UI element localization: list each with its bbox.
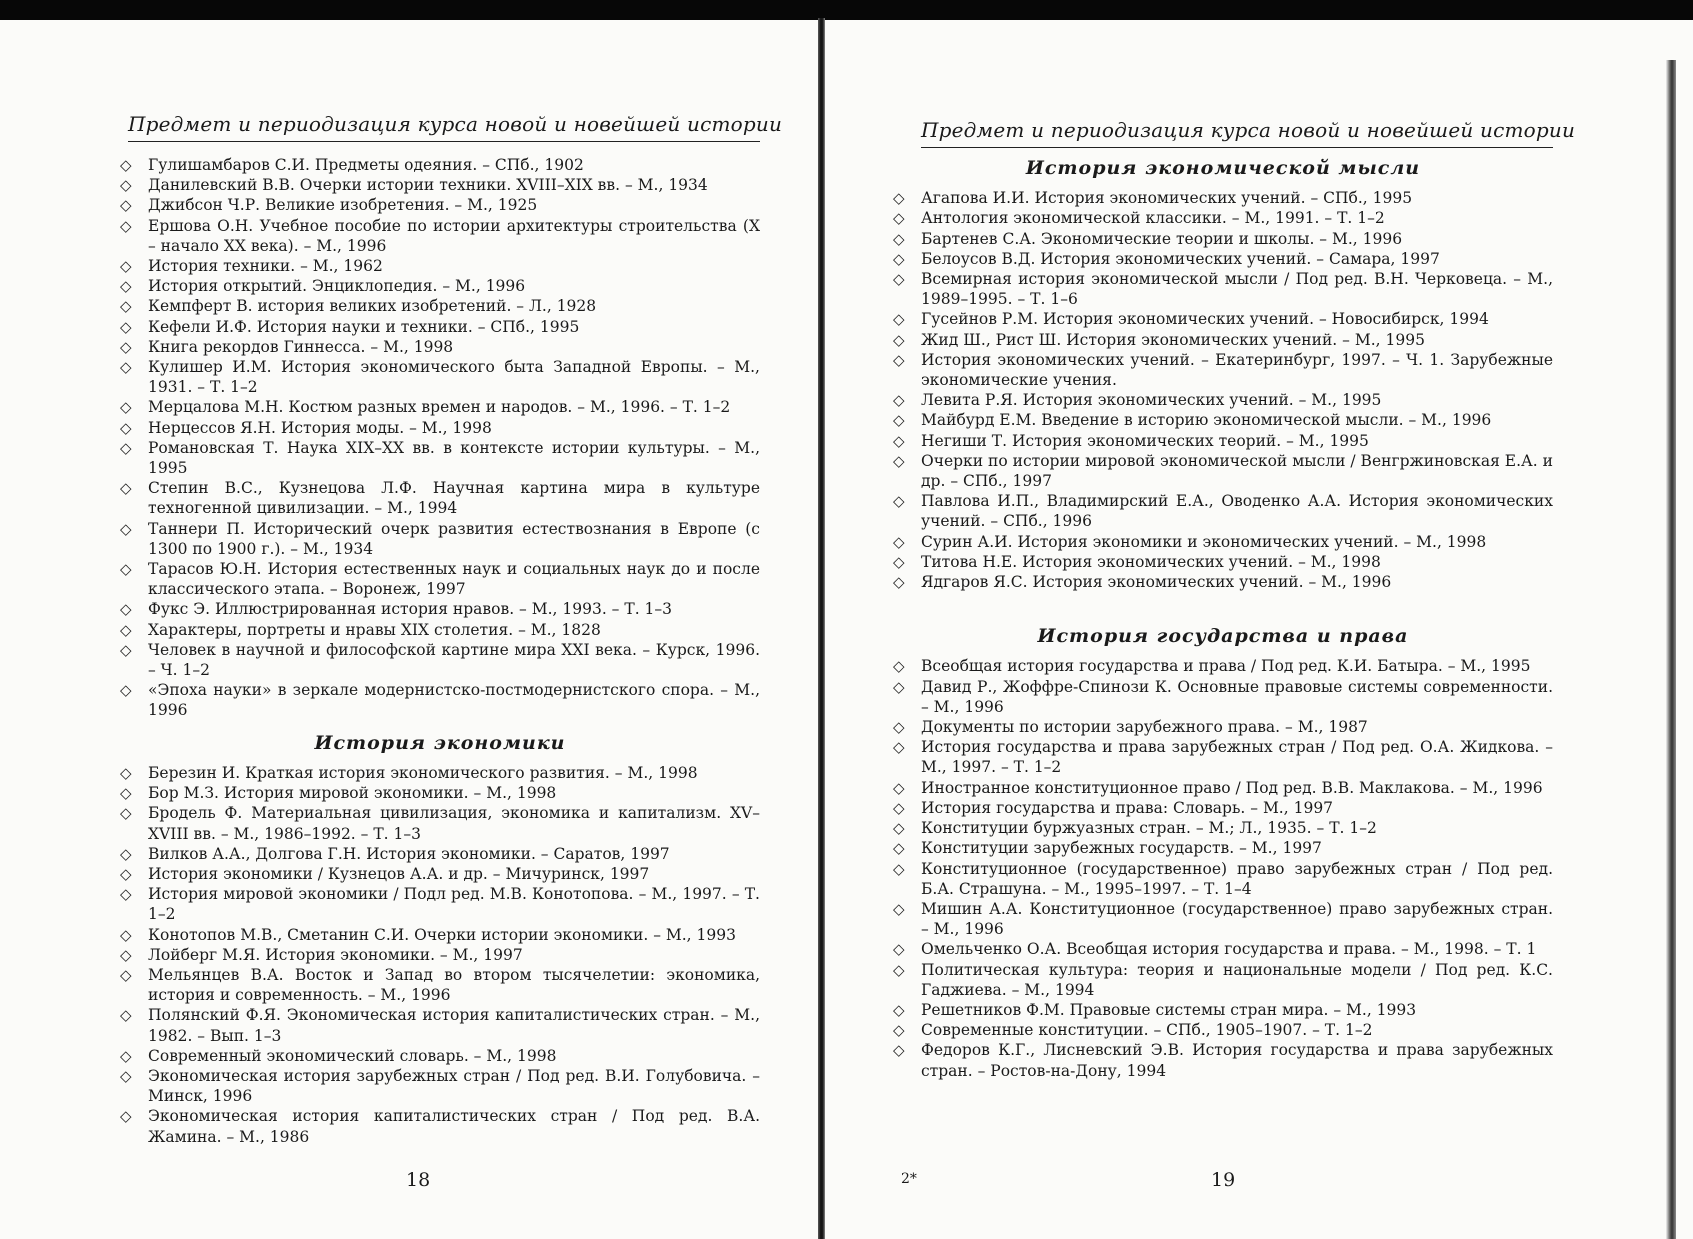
- bibliography-section: [120, 155, 760, 721]
- entry-text: Кемпферт В. история великих изобретений. – Л., 1928: [148, 297, 597, 316]
- diamond-bullet-icon: ◇: [893, 657, 905, 676]
- bibliography-entry: [120, 519, 760, 559]
- entry-text: Омельченко О.А. Всеобщая история государства и права. – М., 1998. – Т. 1: [921, 940, 1537, 959]
- diamond-bullet-icon: ◇: [120, 560, 132, 579]
- diamond-bullet-icon: ◇: [893, 960, 905, 979]
- entry-text: Политическая культура: теория и национальные модели / Под ред. К.С. Гаджиева. – М., 1994: [921, 960, 1553, 999]
- entry-text: Романовская Т. Наука XIX–XX вв. в контексте истории культуры. – М., 1995: [148, 438, 760, 478]
- bibliography-entry: [120, 640, 760, 680]
- bibliography-entry: [120, 1005, 760, 1045]
- bibliography-entry: [893, 572, 1553, 592]
- bibliography-entry: [893, 410, 1553, 430]
- entry-list: [120, 763, 760, 1147]
- entry-text: Вилков А.А., Долгова Г.Н. История экономики. – Саратов, 1997: [148, 844, 670, 863]
- entry-text: Кефели И.Ф. История науки и техники. – СПб., 1995: [148, 317, 580, 336]
- entry-text: Березин И. Краткая история экономического развития. – М., 1998: [148, 763, 698, 782]
- entry-text: Решетников Ф.М. Правовые системы стран мира. – М., 1993: [921, 1000, 1417, 1019]
- running-head: Предмет и периодизация курса новой и новейшей истории: [921, 118, 1553, 148]
- bibliography-entry: [893, 491, 1553, 531]
- bibliography-entry: [120, 599, 760, 619]
- bibliography-entry: [893, 798, 1553, 818]
- bibliography-entry: [120, 680, 760, 720]
- bibliography-entry: [893, 229, 1553, 249]
- entry-text: Федоров К.Г., Лисневский Э.В. История государства и права зарубежных стран. – Ростов-на-Дону, 1994: [921, 1041, 1553, 1080]
- diamond-bullet-icon: ◇: [120, 763, 132, 782]
- diamond-bullet-icon: ◇: [120, 519, 132, 538]
- diamond-bullet-icon: ◇: [120, 640, 132, 659]
- entry-text: Гулишамбаров С.И. Предметы одеяния. – СПб., 1902: [148, 156, 584, 174]
- diamond-bullet-icon: ◇: [120, 1046, 132, 1065]
- bibliography-entry: [120, 276, 760, 296]
- bibliography-entry: [120, 844, 760, 864]
- diamond-bullet-icon: ◇: [893, 330, 905, 349]
- diamond-bullet-icon: ◇: [120, 176, 132, 195]
- diamond-bullet-icon: ◇: [120, 277, 132, 296]
- bibliography-entry: [893, 838, 1553, 858]
- bibliography-entry: [893, 451, 1553, 491]
- bibliography-entry: [120, 864, 760, 884]
- diamond-bullet-icon: ◇: [893, 229, 905, 248]
- bibliography-entry: [120, 175, 760, 195]
- bibliography-entry: [893, 390, 1553, 410]
- diamond-bullet-icon: ◇: [120, 885, 132, 904]
- entry-text: Лойберг М.Я. История экономики. – М., 1997: [148, 945, 523, 964]
- section-title: История экономической мысли: [1025, 157, 1421, 179]
- entry-text: Мерцалова М.Н. Костюм разных времен и народов. – М., 1996. – Т. 1–2: [148, 398, 731, 417]
- diamond-bullet-icon: ◇: [893, 391, 905, 410]
- entry-text: Данилевский В.В. Очерки истории техники. XVIII–XIX вв. – М., 1934: [148, 176, 708, 195]
- bibliography-entry: [120, 620, 760, 640]
- diamond-bullet-icon: ◇: [893, 552, 905, 571]
- entry-text: Конституции зарубежных государств. – М., 1997: [921, 839, 1322, 858]
- entry-text: История мировой экономики / Подл ред. М.В. Конотопова. – М., 1997. – Т. 1–2: [148, 885, 760, 924]
- entry-text: Сурин А.И. История экономики и экономических учений. – М., 1998: [921, 532, 1487, 551]
- bibliography-entry: [120, 1066, 760, 1106]
- bibliography-entry: [120, 945, 760, 965]
- entry-text: Конотопов М.В., Сметанин С.И. Очерки истории экономики. – М., 1993: [148, 925, 736, 944]
- bibliography-entry: [893, 818, 1553, 838]
- entry-text: Давид Р., Жоффре-Спинози К. Основные правовые системы современности. – М., 1996: [921, 677, 1553, 716]
- entry-text: Майбурд Е.М. Введение в историю экономической мысли. – М., 1996: [921, 411, 1492, 430]
- entry-list: [893, 188, 1553, 592]
- diamond-bullet-icon: ◇: [120, 620, 132, 639]
- diamond-bullet-icon: ◇: [120, 600, 132, 619]
- entry-text: Всемирная история экономической мысли / Под ред. В.Н. Черковеца. – М., 1989–1995. – Т. 1–6: [921, 270, 1553, 309]
- bibliography-entry: [893, 778, 1553, 798]
- diamond-bullet-icon: ◇: [120, 1006, 132, 1025]
- entry-text: Бродель Ф. Материальная цивилизация, экономика и капитализм. XV–XVIII вв. – М., 1986–1992. – Т. 1–3: [148, 804, 760, 843]
- bibliography-entry: [120, 256, 760, 276]
- diamond-bullet-icon: ◇: [120, 317, 132, 336]
- diamond-bullet-icon: ◇: [120, 925, 132, 944]
- bibliography-entry: [893, 737, 1553, 777]
- bibliography-entry: [893, 552, 1553, 572]
- page-content: [120, 155, 760, 1147]
- entry-text: Ершова О.Н. Учебное пособие по истории архитектуры строительства (Х – начало ХХ века). – М., 1996: [148, 216, 760, 255]
- bibliography-entry: [893, 208, 1553, 228]
- entry-text: История экономических учений. – Екатеринбург, 1997. – Ч. 1. Зарубежные экономические учения.: [921, 350, 1553, 390]
- diamond-bullet-icon: ◇: [893, 819, 905, 838]
- bibliography-entry: [120, 438, 760, 478]
- bibliography-entry: [893, 717, 1553, 737]
- diamond-bullet-icon: ◇: [893, 249, 905, 268]
- entry-text: Полянский Ф.Я. Экономическая история капиталистических стран. – М., 1982. – Вып. 1–3: [148, 1006, 760, 1045]
- entry-text: Ядгаров Я.С. История экономических учений. – М., 1996: [921, 573, 1392, 592]
- page-number: 19: [1211, 1169, 1236, 1191]
- entry-text: Характеры, портреты и нравы XIX столетия. – М., 1828: [148, 620, 601, 639]
- bibliography-entry: [893, 269, 1553, 309]
- bibliography-section: [893, 626, 1553, 1080]
- bibliography-section: [893, 158, 1553, 592]
- diamond-bullet-icon: ◇: [120, 196, 132, 215]
- entry-text: Иностранное конституционное право / Под ред. В.В. Маклакова. – М., 1996: [921, 778, 1543, 797]
- bibliography-entry: [120, 803, 760, 843]
- bibliography-entry: [120, 763, 760, 783]
- bibliography-entry: [120, 397, 760, 417]
- entry-list: [120, 155, 760, 721]
- diamond-bullet-icon: ◇: [120, 804, 132, 823]
- bibliography-entry: [120, 884, 760, 924]
- entry-text: Таннери П. Исторический очерк развития естествознания в Европе (с 1300 по 1900 г.). – М., 1934: [148, 519, 760, 558]
- diamond-bullet-icon: ◇: [120, 398, 132, 417]
- entry-text: История открытий. Энциклопедия. – М., 1996: [148, 277, 526, 296]
- bibliography-entry: [893, 1020, 1553, 1040]
- entry-list: [893, 656, 1553, 1080]
- entry-text: Павлова И.П., Владимирский Е.А., Оводенко А.А. История экономических учений. – СПб., 1996: [921, 492, 1553, 531]
- bibliography-entry: [893, 939, 1553, 959]
- diamond-bullet-icon: ◇: [893, 839, 905, 858]
- diamond-bullet-icon: ◇: [893, 677, 905, 696]
- bibliography-entry: [120, 296, 760, 316]
- entry-text: История государства и права: Словарь. – М., 1997: [921, 798, 1334, 817]
- entry-text: Антология экономической классики. – М., 1991. – Т. 1–2: [921, 209, 1385, 228]
- diamond-bullet-icon: ◇: [893, 492, 905, 511]
- diamond-bullet-icon: ◇: [893, 1021, 905, 1040]
- diamond-bullet-icon: ◇: [893, 718, 905, 737]
- diamond-bullet-icon: ◇: [893, 532, 905, 551]
- entry-text: Белоусов В.Д. История экономических учений. – Самара, 1997: [921, 249, 1440, 268]
- entry-text: «Эпоха науки» в зеркале модернистско-постмодернистского спора. – М., 1996: [148, 681, 760, 720]
- entry-text: Жид Ш., Рист Ш. История экономических учений. – М., 1995: [921, 330, 1425, 349]
- bibliography-entry: [120, 559, 760, 599]
- bibliography-entry: [120, 195, 760, 215]
- bibliography-entry: [120, 965, 760, 1005]
- bibliography-entry: [893, 309, 1553, 329]
- diamond-bullet-icon: ◇: [893, 899, 905, 918]
- entry-text: Мишин А.А. Конституционное (государственное) право зарубежных стран. – М., 1996: [921, 899, 1553, 939]
- diamond-bullet-icon: ◇: [120, 844, 132, 863]
- diamond-bullet-icon: ◇: [893, 431, 905, 450]
- bibliography-entry: [120, 357, 760, 397]
- bibliography-entry: [893, 960, 1553, 1000]
- diamond-bullet-icon: ◇: [120, 784, 132, 803]
- entry-text: История государства и права зарубежных стран / Под ред. О.А. Жидкова. – М., 1997. – Т. 1–2: [921, 738, 1553, 777]
- bibliography-entry: [893, 188, 1553, 208]
- entry-text: Человек в научной и философской картине мира XXI века. – Курск, 1996. – Ч. 1–2: [148, 640, 760, 680]
- entry-text: Фукс Э. Иллюстрированная история нравов. – М., 1993. – Т. 1–3: [148, 600, 673, 619]
- diamond-bullet-icon: ◇: [120, 438, 132, 457]
- bibliography-entry: [893, 249, 1553, 269]
- diamond-bullet-icon: ◇: [120, 1107, 132, 1126]
- diamond-bullet-icon: ◇: [120, 257, 132, 276]
- entry-text: Кулишер И.М. История экономического быта Западной Европы. – М., 1931. – Т. 1–2: [148, 358, 760, 397]
- entry-text: Степин В.С., Кузнецова Л.Ф. Научная картина мира в культуре техногенной цивилизации. – М., 1994: [148, 479, 760, 518]
- entry-text: Бор М.З. История мировой экономики. – М., 1998: [148, 784, 557, 803]
- entry-text: Всеобщая история государства и права / Под ред. К.И. Батыра. – М., 1995: [921, 657, 1531, 676]
- diamond-bullet-icon: ◇: [893, 940, 905, 959]
- diamond-bullet-icon: ◇: [120, 216, 132, 235]
- entry-text: Бартенев С.А. Экономические теории и школы. – М., 1996: [921, 229, 1403, 248]
- entry-text: Тарасов Ю.Н. История естественных наук и социальных наук до и после классического этапа. – Воронеж, 1997: [148, 560, 760, 599]
- diamond-bullet-icon: ◇: [120, 297, 132, 316]
- diamond-bullet-icon: ◇: [893, 738, 905, 757]
- entry-text: Нерцессов Я.Н. История моды. – М., 1998: [148, 418, 492, 437]
- diamond-bullet-icon: ◇: [120, 337, 132, 356]
- bibliography-entry: [893, 431, 1553, 451]
- page-content: [893, 158, 1553, 1081]
- bibliography-entry: [893, 656, 1553, 676]
- running-head: Предмет и периодизация курса новой и новейшей истории: [128, 112, 760, 142]
- diamond-bullet-icon: ◇: [893, 350, 905, 369]
- entry-text: Документы по истории зарубежного права. – М., 1987: [921, 718, 1368, 737]
- entry-text: Титова Н.Е. История экономических учений. – М., 1998: [921, 552, 1381, 571]
- diamond-bullet-icon: ◇: [893, 209, 905, 228]
- diamond-bullet-icon: ◇: [120, 681, 132, 700]
- bibliography-entry: [893, 859, 1553, 899]
- bibliography-section: [120, 733, 760, 1147]
- diamond-bullet-icon: ◇: [893, 798, 905, 817]
- page-number: 18: [406, 1169, 431, 1191]
- entry-text: Экономическая история капиталистических стран / Под ред. В.А. Жамина. – М., 1986: [148, 1107, 760, 1146]
- diamond-bullet-icon: ◇: [893, 1041, 905, 1060]
- diamond-bullet-icon: ◇: [893, 859, 905, 878]
- entry-text: Книга рекордов Гиннесса. – М., 1998: [148, 337, 454, 356]
- diamond-bullet-icon: ◇: [893, 310, 905, 329]
- diamond-bullet-icon: ◇: [893, 573, 905, 592]
- entry-text: Современный экономический словарь. – М., 1998: [148, 1046, 557, 1065]
- entry-text: История техники. – М., 1962: [148, 257, 383, 276]
- diamond-bullet-icon: ◇: [893, 189, 905, 208]
- bibliography-entry: [120, 216, 760, 256]
- diamond-bullet-icon: ◇: [120, 358, 132, 377]
- bibliography-entry: [893, 899, 1553, 939]
- bibliography-entry: [893, 330, 1553, 350]
- right-page: [893, 0, 1576, 1239]
- bibliography-entry: [120, 155, 760, 175]
- entry-text: Очерки по истории мировой экономической мысли / Венгржиновская Е.А. и др. – СПб., 1997: [921, 451, 1553, 491]
- entry-text: Агапова И.И. История экономических учений. – СПб., 1995: [921, 189, 1413, 208]
- diamond-bullet-icon: ◇: [893, 778, 905, 797]
- bibliography-entry: [120, 1106, 760, 1146]
- entry-text: Левита Р.Я. История экономических учений. – М., 1995: [921, 391, 1382, 410]
- bibliography-entry: [893, 532, 1553, 552]
- entry-text: Мельянцев В.А. Восток и Запад во втором тысячелетии: экономика, история и современность. – М., 1996: [148, 965, 760, 1005]
- entry-text: Гусейнов Р.М. История экономических учений. – Новосибирск, 1994: [921, 310, 1489, 329]
- bibliography-entry: [120, 925, 760, 945]
- bibliography-entry: [120, 337, 760, 357]
- diamond-bullet-icon: ◇: [893, 411, 905, 430]
- entry-text: Конституционное (государственное) право зарубежных стран / Под ред. Б.А. Страшуна. – М., 1995–1997. – Т. 1–4: [921, 859, 1553, 898]
- diamond-bullet-icon: ◇: [120, 965, 132, 984]
- diamond-bullet-icon: ◇: [120, 479, 132, 498]
- bibliography-entry: [893, 350, 1553, 390]
- bibliography-entry: [120, 478, 760, 518]
- section-title: История государства и права: [1037, 625, 1409, 648]
- bibliography-entry: [893, 677, 1553, 717]
- entry-text: История экономики / Кузнецов А.А. и др. – Мичуринск, 1997: [148, 864, 650, 883]
- entry-text: Конституции буржуазных стран. – М.; Л., 1935. – Т. 1–2: [921, 819, 1377, 838]
- section-title: История экономики: [314, 731, 566, 754]
- diamond-bullet-icon: ◇: [120, 945, 132, 964]
- book-spine: [818, 18, 825, 1239]
- diamond-bullet-icon: ◇: [120, 864, 132, 883]
- diamond-bullet-icon: ◇: [893, 1000, 905, 1019]
- diamond-bullet-icon: ◇: [120, 1066, 132, 1085]
- diamond-bullet-icon: ◇: [120, 156, 132, 174]
- entry-text: Экономическая история зарубежных стран / Под ред. В.И. Голубовича. – Минск, 1996: [148, 1066, 760, 1106]
- entry-text: Негиши Т. История экономических теорий. – М., 1995: [921, 431, 1369, 450]
- diamond-bullet-icon: ◇: [893, 270, 905, 289]
- scan-right-edge: [1666, 60, 1676, 1239]
- left-page: [120, 0, 783, 1239]
- entry-text: Современные конституции. – СПб., 1905–1907. – Т. 1–2: [921, 1021, 1373, 1040]
- bibliography-entry: [893, 1040, 1553, 1080]
- bibliography-entry: [120, 783, 760, 803]
- bibliography-entry: [120, 418, 760, 438]
- bibliography-entry: [120, 317, 760, 337]
- diamond-bullet-icon: ◇: [893, 451, 905, 470]
- bibliography-entry: [893, 1000, 1553, 1020]
- bibliography-entry: [120, 1046, 760, 1066]
- signature-mark: 2*: [901, 1171, 917, 1187]
- entry-text: Джибсон Ч.Р. Великие изобретения. – М., 1925: [148, 196, 538, 215]
- diamond-bullet-icon: ◇: [120, 418, 132, 437]
